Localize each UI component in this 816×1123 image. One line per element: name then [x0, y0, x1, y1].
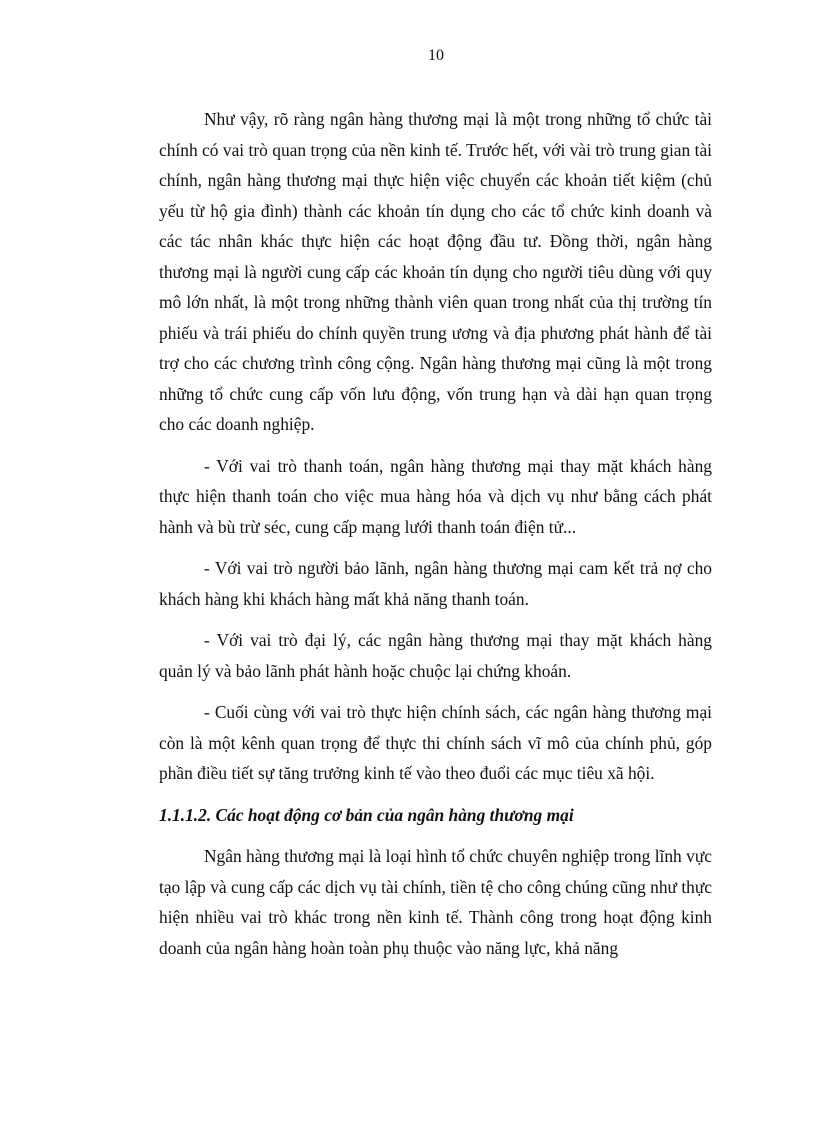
- paragraph-policy-role: - Cuối cùng với vai trò thực hiện chính sách, các ngân hàng thương mại còn là một kênh quan trọng để thực thi chính sách vĩ mô của chính phủ, góp phần điều tiết sự tăng trưởng kinh tế vào theo đuổi các mục tiêu xã hội.: [159, 702, 712, 783]
- paragraph-basic-activities: Ngân hàng thương mại là loại hình tổ chức chuyên nghiệp trong lĩnh vực tạo lập và cung cấp các dịch vụ tài chính, tiền tệ cho công chúng cũng như thực hiện nhiều vai trò khác trong nền kinh tế. Thành công trong hoạt động kinh doanh của ngân hàng hoàn toàn phụ thuộc vào năng lực, khả năng: [159, 846, 712, 958]
- paragraph-role-overview: Như vậy, rõ ràng ngân hàng thương mại là một trong những tổ chức tài chính có vai trò quan trọng của nền kinh tế. Trước hết, với vài trò trung gian tài chính, ngân hàng thương mại thực hiện việc chuyển các khoản tiết kiệm (chủ yếu từ hộ gia đình) thành các khoản tín dụng cho các tổ chức kinh doanh và các tác nhân khác thực hiện các hoạt động đầu tư. Đồng thời, ngân hàng thương mại là người cung cấp các khoản tín dụng cho người tiêu dùng với quy mô lớn nhất, là một trong những thành viên quan trong nhất của thị trường tín phiếu và trái phiếu do chính quyền trung ương và địa phương phát hành để tài trợ cho các chương trình công cộng. Ngân hàng thương mại cũng là một trong những tổ chức cung cấp vốn lưu động, vốn trung hạn và dài hạn quan trọng cho các doanh nghiệp.: [159, 109, 712, 434]
- document-body: [159, 104, 712, 974]
- paragraph-payment-role: - Với vai trò thanh toán, ngân hàng thương mại thay mặt khách hàng thực hiện thanh toán cho việc mua hàng hóa và dịch vụ như bằng cách phát hành và bù trừ séc, cung cấp mạng lưới thanh toán điện tử...: [159, 455, 712, 537]
- paragraph-agent-role: - Với vai trò đại lý, các ngân hàng thương mại thay mặt khách hàng quản lý và bảo lãnh phát hành hoặc chuộc lại chứng khoán.: [159, 630, 712, 681]
- page-number: 10: [428, 47, 444, 64]
- paragraph-guarantor-role: - Với vai trò người bảo lãnh, ngân hàng thương mại cam kết trả nợ cho khách hàng khi khách hàng mất khả năng thanh toán.: [159, 558, 712, 609]
- section-heading: 1.1.1.2. Các hoạt động cơ bản của ngân hàng thương mại: [159, 804, 574, 825]
